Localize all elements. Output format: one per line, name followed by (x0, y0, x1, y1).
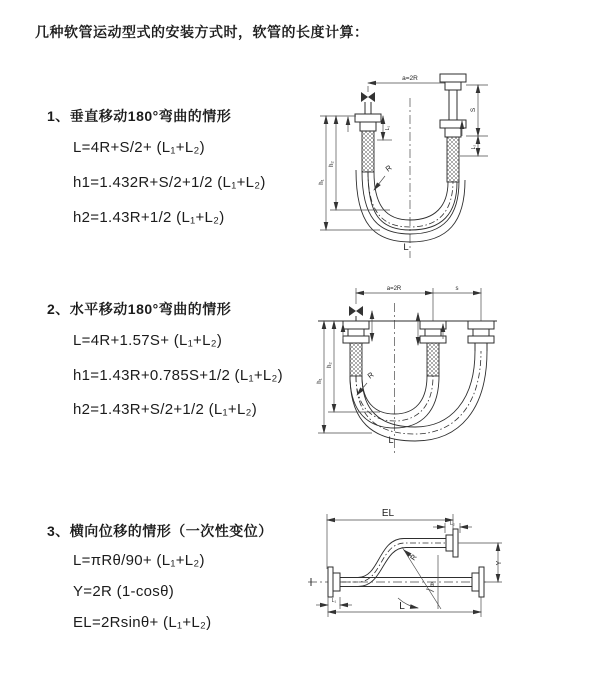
section-2-formula-L: L=4R+1.57S+ (L₁+L₂) (73, 332, 223, 349)
svg-text:h₁: h₁ (317, 378, 323, 384)
middle-pipe (420, 321, 446, 376)
svg-text:a=2R: a=2R (386, 286, 402, 292)
svg-text:h₁: h₁ (319, 179, 325, 185)
section-1-heading: 1、垂直移动180°弯曲的情形 (47, 108, 232, 124)
dim-l2 (460, 136, 488, 156)
svg-text:EL: EL (381, 508, 395, 519)
section-3-formula-EL: EL=2Rsinθ+ (L₁+L₂) (73, 614, 212, 631)
diagram-vertical-travel (310, 64, 600, 266)
dim-a2r (356, 286, 481, 321)
right-flange (472, 567, 484, 597)
diagram-3-svg (300, 497, 600, 639)
diagram-2-svg (310, 281, 600, 463)
svg-text:L₂: L₂ (450, 521, 455, 527)
hose-u-bend-position-2 (350, 351, 487, 441)
radius-label (374, 163, 394, 190)
length-label: L (403, 242, 409, 253)
length-label: L (399, 601, 405, 612)
upper-flange (446, 529, 458, 557)
section-2-formula-h1: h1=1.43R+0.785S+1/2 (L₁+L₂) (73, 367, 283, 384)
valve-icon (349, 306, 363, 321)
left-flange (328, 567, 340, 597)
section-3-formula-L: L=πRθ/90+ (L₁+L₂) (73, 552, 205, 569)
diagram-horizontal-travel (310, 281, 600, 463)
angle-construction (398, 547, 441, 609)
diagram-lateral-offset (300, 497, 600, 639)
hose-s-curve (340, 539, 446, 587)
svg-text:R: R (383, 163, 394, 174)
valve-icon (361, 92, 375, 114)
svg-text:R: R (365, 370, 376, 381)
svg-text:Y: Y (496, 560, 503, 566)
left-pipe (343, 321, 369, 376)
section-3-formula-Y: Y=2R (1-cosθ) (73, 583, 175, 600)
svg-text:h₂: h₂ (327, 362, 333, 368)
section-1-formula-L: L=4R+S/2+ (L₁+L₂) (73, 139, 205, 156)
right-pipe (468, 321, 494, 351)
svg-text:L₁: L₁ (385, 125, 391, 131)
svg-text:S: S (470, 107, 477, 113)
section-3-heading: 3、横向位移的情形（一次性变位） (47, 523, 273, 539)
diagram-1-svg (310, 64, 600, 266)
dim-l1 (316, 597, 352, 609)
dim-l (328, 597, 481, 617)
svg-text:L₁: L₁ (331, 598, 337, 604)
section-2-formula-h2: h2=1.43R+S/2+1/2 (L₁+L₂) (73, 401, 258, 418)
svg-text:h₂: h₂ (329, 161, 335, 167)
radius-label (404, 550, 419, 562)
svg-text:R: R (408, 552, 419, 563)
svg-text:L₂: L₂ (471, 144, 477, 150)
dim-s-label: s (455, 286, 459, 292)
section-2-heading: 2、水平移动180°弯曲的情形 (47, 301, 232, 317)
length-label: L (388, 435, 394, 445)
left-pipe (355, 114, 381, 172)
theta-label: θ (430, 582, 434, 589)
svg-text:a=2R: a=2R (402, 75, 418, 82)
section-1-formula-h1: h1=1.432R+S/2+1/2 (L₁+L₂) (73, 174, 266, 191)
section-1-formula-h2: h2=1.43R+1/2 (L₁+L₂) (73, 209, 225, 226)
dim-s (466, 85, 488, 136)
page-title: 几种软管运动型式的安装方式时，软管的长度计算： (35, 24, 369, 40)
